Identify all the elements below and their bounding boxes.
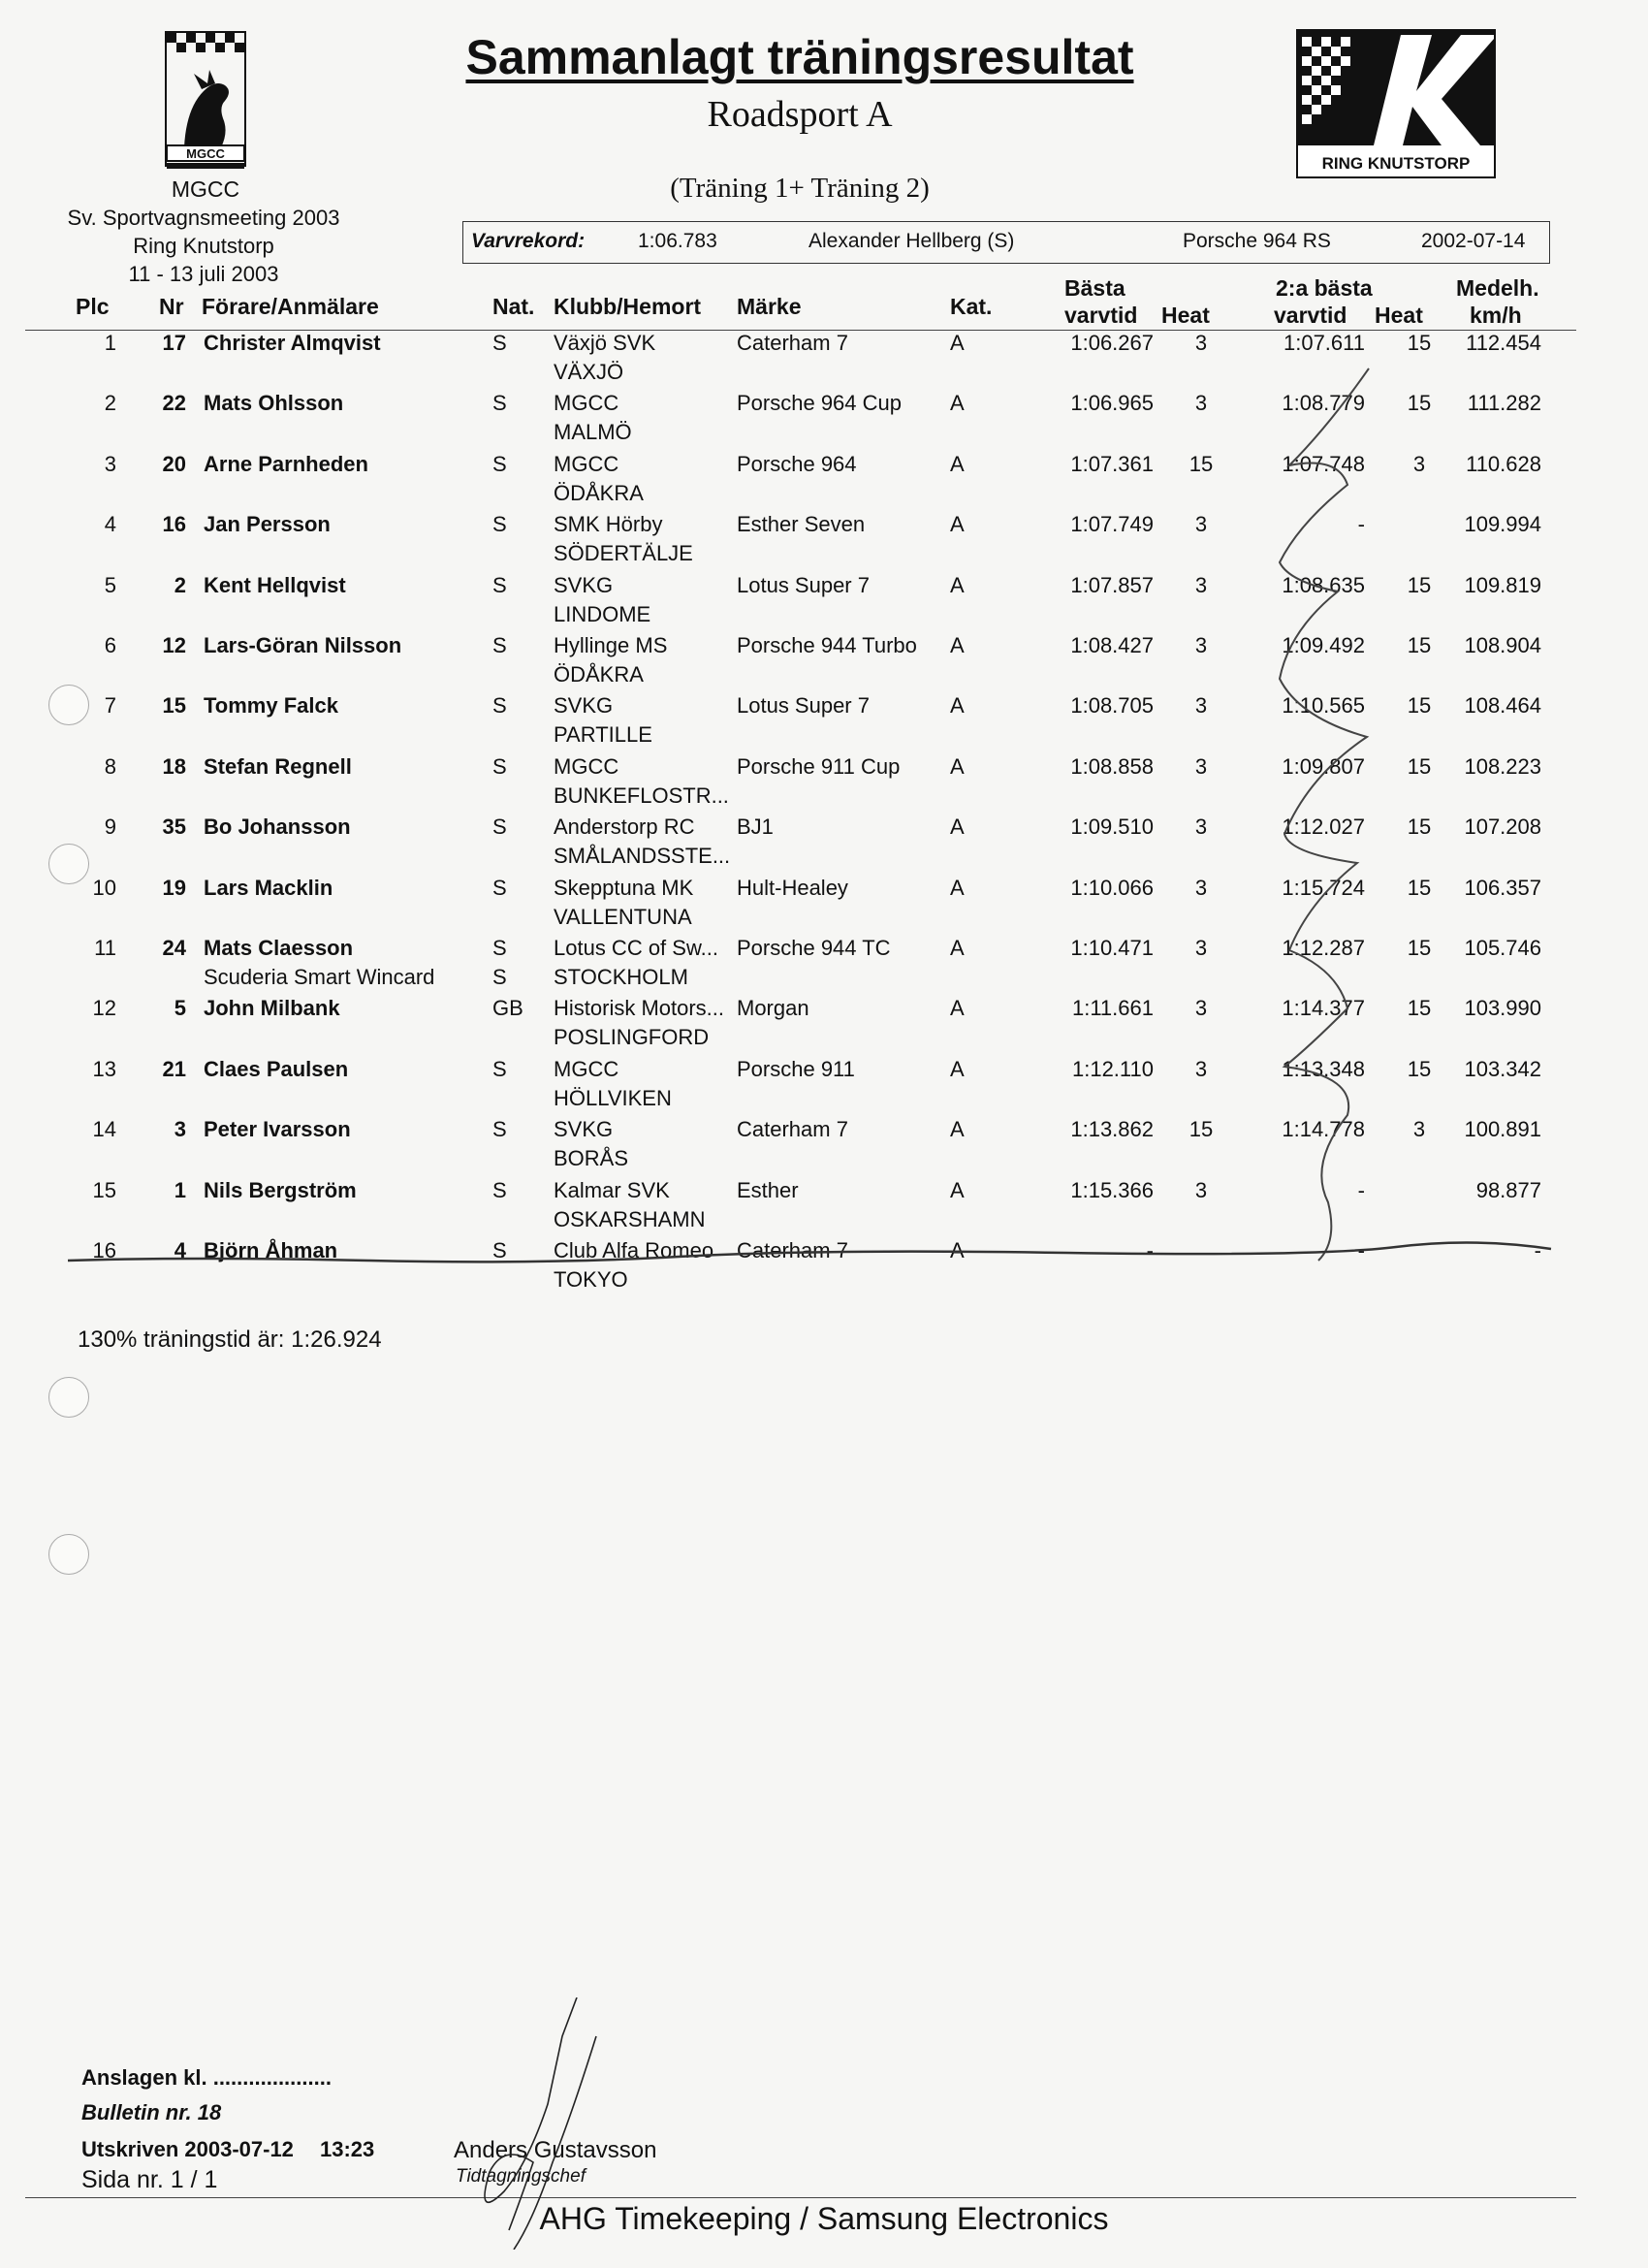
second-best-lap: 1:09.492 bbox=[1282, 633, 1365, 657]
col-kat: Kat. bbox=[950, 294, 993, 319]
club: Lotus CC of Sw... bbox=[554, 936, 718, 960]
best-lap-heat: 3 bbox=[1194, 753, 1208, 779]
svg-text:MGCC: MGCC bbox=[186, 146, 225, 161]
table-row bbox=[0, 996, 1648, 1056]
col-nat: Nat. bbox=[492, 294, 535, 319]
table-row bbox=[0, 693, 1648, 753]
pct-note: 130% träningstid är: 1:26.924 bbox=[78, 1326, 382, 1353]
nationality: S bbox=[492, 633, 507, 657]
car-make: Porsche 944 TC bbox=[737, 936, 891, 960]
punch-hole bbox=[48, 1534, 89, 1575]
page-number: Sida nr. 1 / 1 bbox=[81, 2166, 218, 2193]
second-best-heat: 15 bbox=[1407, 391, 1432, 416]
avg-speed: 105.746 bbox=[1464, 936, 1541, 960]
best-lap: 1:10.066 bbox=[1070, 875, 1154, 900]
driver-name: Mats Ohlsson bbox=[204, 391, 344, 416]
official-name: Anders Gustavsson bbox=[454, 2137, 657, 2163]
nationality: S bbox=[492, 875, 507, 900]
second-best-lap: 1:08.779 bbox=[1282, 391, 1365, 416]
driver-name: Peter Ivarsson bbox=[204, 1117, 351, 1142]
avg-speed: 109.819 bbox=[1464, 572, 1541, 597]
col-best-1: Bästa bbox=[1064, 275, 1125, 301]
club: Skepptuna MK bbox=[554, 875, 694, 900]
category: A bbox=[950, 693, 965, 719]
club: MGCC bbox=[554, 753, 619, 779]
second-best-heat: 15 bbox=[1407, 572, 1432, 597]
plc: 1 bbox=[104, 331, 116, 355]
club: SVKG bbox=[554, 693, 614, 719]
col-nr: Nr bbox=[159, 294, 184, 319]
posted-time: Anslagen kl. .................... bbox=[81, 2065, 332, 2090]
hometown: HÖLLVIKEN bbox=[554, 1085, 672, 1110]
nr: 22 bbox=[162, 391, 186, 416]
plc: 2 bbox=[104, 391, 116, 416]
nr: 3 bbox=[174, 1117, 186, 1142]
nr: 24 bbox=[162, 936, 186, 960]
category: A bbox=[950, 1177, 965, 1202]
nr: 2 bbox=[174, 572, 186, 597]
car-make: Esther bbox=[737, 1177, 799, 1202]
second-best-lap: - bbox=[1357, 512, 1365, 537]
avg-speed: 112.454 bbox=[1466, 331, 1541, 355]
club: Hyllinge MS bbox=[554, 633, 668, 657]
best-lap: 1:12.110 bbox=[1071, 1056, 1154, 1081]
second-best-lap: 1:12.027 bbox=[1282, 815, 1365, 840]
second-best-heat: 15 bbox=[1407, 936, 1432, 960]
category: A bbox=[950, 331, 965, 355]
driver-name: Jan Persson bbox=[204, 512, 331, 537]
car-make: Porsche 911 bbox=[737, 1056, 855, 1081]
second-best-lap: 1:14.778 bbox=[1282, 1117, 1365, 1142]
table-row bbox=[0, 936, 1648, 996]
hometown: VÄXJÖ bbox=[554, 360, 624, 384]
plc: 8 bbox=[104, 753, 116, 779]
plc: 10 bbox=[92, 875, 116, 900]
avg-speed: 108.223 bbox=[1464, 753, 1541, 779]
page-title: Sammanlagt träningsresultat bbox=[465, 30, 1134, 84]
hometown: MALMÖ bbox=[554, 420, 632, 445]
car-make: Caterham 7 bbox=[737, 331, 848, 355]
ring-knutstorp-logo bbox=[1296, 29, 1496, 178]
table-row bbox=[0, 876, 1648, 936]
nr: 1 bbox=[174, 1177, 186, 1202]
table-row bbox=[0, 1178, 1648, 1238]
hometown: SÖDERTÄLJE bbox=[554, 541, 693, 566]
second-best-lap: 1:07.748 bbox=[1282, 451, 1365, 476]
car-make: Caterham 7 bbox=[737, 1238, 848, 1262]
table-row bbox=[0, 331, 1648, 391]
col-make: Märke bbox=[737, 294, 802, 319]
best-lap-heat: 3 bbox=[1194, 875, 1208, 900]
best-lap: 1:15.366 bbox=[1070, 1177, 1154, 1202]
car-make: BJ1 bbox=[737, 815, 774, 840]
best-lap-heat: 3 bbox=[1194, 572, 1208, 597]
category: A bbox=[950, 633, 965, 657]
category: A bbox=[950, 936, 965, 960]
nr: 35 bbox=[162, 815, 186, 840]
col-heat: Heat bbox=[1161, 303, 1210, 328]
car-make: Lotus Super 7 bbox=[737, 693, 870, 719]
car-make: Porsche 911 Cup bbox=[737, 753, 901, 779]
lap-record-box bbox=[462, 221, 1550, 264]
driver-name: Lars-Göran Nilsson bbox=[204, 633, 402, 657]
car-make: Esther Seven bbox=[737, 512, 866, 537]
col-driver: Förare/Anmälare bbox=[202, 294, 379, 319]
best-lap-heat: 15 bbox=[1188, 1117, 1214, 1142]
best-lap: 1:09.510 bbox=[1070, 815, 1154, 840]
second-best-heat: 15 bbox=[1407, 815, 1432, 840]
hometown: TOKYO bbox=[554, 1267, 628, 1292]
plc: 7 bbox=[104, 693, 116, 719]
best-lap: 1:07.361 bbox=[1070, 451, 1154, 476]
driver-name: Claes Paulsen bbox=[204, 1056, 349, 1081]
category: A bbox=[950, 572, 965, 597]
nr: 4 bbox=[174, 1238, 186, 1262]
driver-name: Björn Åhman bbox=[204, 1238, 338, 1262]
nationality: GB bbox=[492, 996, 523, 1021]
plc: 4 bbox=[104, 512, 116, 537]
second-best-heat: 3 bbox=[1412, 451, 1426, 476]
table-row bbox=[0, 391, 1648, 451]
driver-name: Lars Macklin bbox=[204, 875, 333, 900]
second-best-heat: 15 bbox=[1407, 753, 1432, 779]
second-best-heat: 15 bbox=[1407, 875, 1432, 900]
plc: 12 bbox=[92, 996, 116, 1021]
best-lap-heat: 15 bbox=[1188, 451, 1214, 476]
second-best-heat: 15 bbox=[1407, 1056, 1432, 1081]
class-subtitle: Roadsport A bbox=[707, 94, 893, 135]
car-make: Porsche 964 Cup bbox=[737, 391, 902, 416]
best-lap-heat: 3 bbox=[1194, 1177, 1208, 1202]
avg-speed: - bbox=[1534, 1238, 1541, 1262]
nr: 15 bbox=[162, 693, 186, 719]
best-lap: 1:10.471 bbox=[1070, 936, 1154, 960]
nr: 19 bbox=[162, 875, 186, 900]
driver-name: Mats Claesson bbox=[204, 936, 354, 960]
avg-speed: 98.877 bbox=[1475, 1177, 1541, 1202]
driver-team: Scuderia Smart Wincard bbox=[204, 965, 435, 989]
second-best-lap: 1:08.635 bbox=[1282, 572, 1365, 597]
hometown: ÖDÅKRA bbox=[554, 662, 644, 687]
plc: 11 bbox=[94, 936, 116, 960]
car-make: Lotus Super 7 bbox=[737, 572, 870, 597]
nr: 12 bbox=[162, 633, 186, 657]
plc: 9 bbox=[104, 815, 116, 840]
best-lap: 1:07.749 bbox=[1070, 512, 1154, 537]
table-row bbox=[0, 1117, 1648, 1177]
driver-name: Stefan Regnell bbox=[204, 753, 352, 779]
record-driver: Alexander Hellberg (S) bbox=[808, 230, 1015, 252]
club: MGCC bbox=[554, 391, 619, 416]
driver-name: Christer Almqvist bbox=[204, 331, 381, 355]
best-lap: 1:08.705 bbox=[1070, 693, 1154, 719]
col-club: Klubb/Hemort bbox=[554, 294, 702, 319]
record-label: Varvrekord: bbox=[471, 230, 586, 252]
nationality: S bbox=[492, 331, 507, 355]
second-best-heat: 15 bbox=[1407, 633, 1432, 657]
table-row bbox=[0, 1238, 1648, 1298]
driver-name: Arne Parnheden bbox=[204, 451, 368, 476]
driver-name: Tommy Falck bbox=[204, 693, 338, 719]
best-lap-heat: 3 bbox=[1194, 815, 1208, 840]
nr: 21 bbox=[162, 1056, 186, 1081]
avg-speed: 107.208 bbox=[1464, 815, 1541, 840]
avg-speed: 110.628 bbox=[1466, 451, 1541, 476]
club: SVKG bbox=[554, 572, 614, 597]
second-best-lap: 1:13.348 bbox=[1282, 1056, 1365, 1081]
official-role: Tidtagningschef bbox=[456, 2166, 586, 2187]
col-speed-2: km/h bbox=[1470, 303, 1522, 328]
best-lap: 1:13.862 bbox=[1070, 1117, 1154, 1142]
printed-date: Utskriven 2003-07-12 bbox=[81, 2137, 294, 2161]
second-best-lap: 1:12.287 bbox=[1282, 936, 1365, 960]
best-lap: 1:06.965 bbox=[1070, 391, 1154, 416]
best-lap: 1:07.857 bbox=[1070, 572, 1154, 597]
best-lap-heat: 3 bbox=[1194, 996, 1208, 1021]
driver-name: Bo Johansson bbox=[204, 815, 351, 840]
record-date: 2002-07-14 bbox=[1421, 230, 1526, 252]
best-lap-heat: 3 bbox=[1194, 633, 1208, 657]
club: SVKG bbox=[554, 1117, 614, 1142]
best-lap-heat: 3 bbox=[1194, 936, 1208, 960]
table-row bbox=[0, 573, 1648, 633]
hometown: LINDOME bbox=[554, 601, 651, 626]
club: Växjö SVK bbox=[554, 331, 656, 355]
hometown: STOCKHOLM bbox=[554, 965, 688, 989]
col-second-2: varvtid bbox=[1274, 303, 1347, 328]
nr: 18 bbox=[162, 753, 186, 779]
second-best-heat: 15 bbox=[1407, 331, 1432, 355]
table-row bbox=[0, 512, 1648, 572]
second-best-lap: - bbox=[1357, 1238, 1365, 1262]
avg-speed: 108.464 bbox=[1464, 693, 1541, 719]
venue: Ring Knutstorp bbox=[133, 234, 274, 258]
club: MGCC bbox=[554, 1056, 619, 1081]
club-name: MGCC bbox=[171, 176, 240, 202]
event-dates: 11 - 13 juli 2003 bbox=[128, 262, 279, 286]
nationality: S bbox=[492, 815, 507, 840]
avg-speed: 103.342 bbox=[1464, 1056, 1541, 1081]
club: MGCC bbox=[554, 451, 619, 476]
punch-hole bbox=[48, 1377, 89, 1418]
hometown: VALLENTUNA bbox=[554, 904, 692, 929]
hometown: POSLINGFORD bbox=[554, 1025, 710, 1050]
table-row bbox=[0, 452, 1648, 512]
avg-speed: 103.990 bbox=[1464, 996, 1541, 1021]
category: A bbox=[950, 815, 965, 840]
category: A bbox=[950, 1056, 965, 1081]
avg-speed: 108.904 bbox=[1464, 633, 1541, 657]
svg-text:RING KNUTSTORP: RING KNUTSTORP bbox=[1321, 154, 1471, 173]
table-row bbox=[0, 633, 1648, 693]
nationality: S bbox=[492, 753, 507, 779]
second-best-lap: 1:10.565 bbox=[1282, 693, 1365, 719]
club: Historisk Motors... bbox=[554, 996, 725, 1021]
best-lap-heat: 3 bbox=[1194, 512, 1208, 537]
plc: 6 bbox=[104, 633, 116, 657]
second-best-lap: - bbox=[1357, 1177, 1365, 1202]
best-lap: - bbox=[1146, 1238, 1154, 1262]
col-speed-1: Medelh. bbox=[1456, 275, 1539, 301]
col-plc: Plc bbox=[76, 294, 110, 319]
plc: 5 bbox=[104, 572, 116, 597]
club: SMK Hörby bbox=[554, 512, 663, 537]
nationality: S bbox=[492, 512, 507, 537]
col-heat2: Heat bbox=[1375, 303, 1423, 328]
nr: 16 bbox=[162, 512, 186, 537]
second-best-lap: 1:09.807 bbox=[1282, 753, 1365, 779]
nationality: S bbox=[492, 693, 507, 719]
record-car: Porsche 964 RS bbox=[1183, 230, 1331, 252]
category: A bbox=[950, 996, 965, 1021]
second-best-heat: 15 bbox=[1407, 693, 1432, 719]
plc: 15 bbox=[92, 1177, 116, 1202]
col-second-1: 2:a bästa bbox=[1276, 275, 1373, 301]
best-lap: 1:06.267 bbox=[1070, 331, 1154, 355]
hometown: SMÅLANDSSTE... bbox=[554, 844, 731, 869]
best-lap-heat: 3 bbox=[1194, 391, 1208, 416]
nationality: S bbox=[492, 936, 507, 960]
best-lap-heat: 3 bbox=[1194, 693, 1208, 719]
footer-rule bbox=[25, 2197, 1576, 2198]
nr: 17 bbox=[162, 331, 186, 355]
table-row bbox=[0, 754, 1648, 815]
nr: 20 bbox=[162, 451, 186, 476]
nationality: S bbox=[492, 1177, 507, 1202]
category: A bbox=[950, 391, 965, 416]
club: Kalmar SVK bbox=[554, 1177, 670, 1202]
table-row bbox=[0, 1057, 1648, 1117]
best-lap-heat: 3 bbox=[1194, 1056, 1208, 1081]
second-best-lap: 1:07.611 bbox=[1283, 331, 1365, 355]
category: A bbox=[950, 875, 965, 900]
second-best-heat: 3 bbox=[1412, 1117, 1426, 1142]
event-name: Sv. Sportvagnsmeeting 2003 bbox=[67, 206, 340, 230]
car-make: Caterham 7 bbox=[737, 1117, 848, 1142]
record-time: 1:06.783 bbox=[638, 230, 717, 252]
car-make: Porsche 964 bbox=[737, 451, 857, 476]
nationality-2: S bbox=[492, 965, 507, 989]
best-lap: 1:11.661 bbox=[1071, 996, 1154, 1021]
nr: 5 bbox=[174, 996, 186, 1021]
nationality: S bbox=[492, 572, 507, 597]
category: A bbox=[950, 512, 965, 537]
session-label: (Träning 1+ Träning 2) bbox=[670, 173, 930, 204]
category: A bbox=[950, 1117, 965, 1142]
driver-name: John Milbank bbox=[204, 996, 340, 1021]
driver-name: Nils Bergström bbox=[204, 1177, 357, 1202]
category: A bbox=[950, 1238, 965, 1262]
hometown: ÖDÅKRA bbox=[554, 480, 644, 505]
plc: 16 bbox=[92, 1238, 116, 1262]
col-best-2: varvtid bbox=[1064, 303, 1138, 328]
nationality: S bbox=[492, 1238, 507, 1262]
best-lap: 1:08.858 bbox=[1070, 753, 1154, 779]
driver-name: Kent Hellqvist bbox=[204, 572, 346, 597]
hometown: BUNKEFLOSTR... bbox=[554, 783, 729, 808]
second-best-lap: 1:14.377 bbox=[1282, 996, 1365, 1021]
second-best-lap: 1:15.724 bbox=[1282, 875, 1365, 900]
category: A bbox=[950, 753, 965, 779]
printed-time: 13:23 bbox=[320, 2137, 375, 2161]
category: A bbox=[950, 451, 965, 476]
nationality: S bbox=[492, 451, 507, 476]
second-best-heat: 15 bbox=[1407, 996, 1432, 1021]
car-make: Porsche 944 Turbo bbox=[737, 633, 917, 657]
car-make: Morgan bbox=[737, 996, 809, 1021]
timekeeping-brand: AHG Timekeeping / Samsung Electronics bbox=[539, 2201, 1109, 2236]
plc: 14 bbox=[92, 1117, 116, 1142]
hometown: BORÅS bbox=[554, 1146, 629, 1171]
nationality: S bbox=[492, 391, 507, 416]
car-make: Hult-Healey bbox=[737, 875, 848, 900]
nationality: S bbox=[492, 1056, 507, 1081]
plc: 13 bbox=[92, 1056, 116, 1081]
bulletin-number: Bulletin nr. 18 bbox=[81, 2100, 222, 2124]
hometown: OSKARSHAMN bbox=[554, 1206, 706, 1231]
avg-speed: 109.994 bbox=[1464, 512, 1541, 537]
table-row bbox=[0, 815, 1648, 875]
club: Club Alfa Romeo bbox=[554, 1238, 714, 1262]
best-lap: 1:08.427 bbox=[1070, 633, 1154, 657]
hometown: PARTILLE bbox=[554, 722, 652, 748]
avg-speed: 106.357 bbox=[1464, 875, 1541, 900]
club: Anderstorp RC bbox=[554, 815, 695, 840]
avg-speed: 111.282 bbox=[1467, 391, 1541, 416]
avg-speed: 100.891 bbox=[1464, 1117, 1541, 1142]
best-lap-heat: 3 bbox=[1194, 331, 1208, 355]
nationality: S bbox=[492, 1117, 507, 1142]
signature bbox=[417, 1997, 659, 2250]
plc: 3 bbox=[104, 451, 116, 476]
